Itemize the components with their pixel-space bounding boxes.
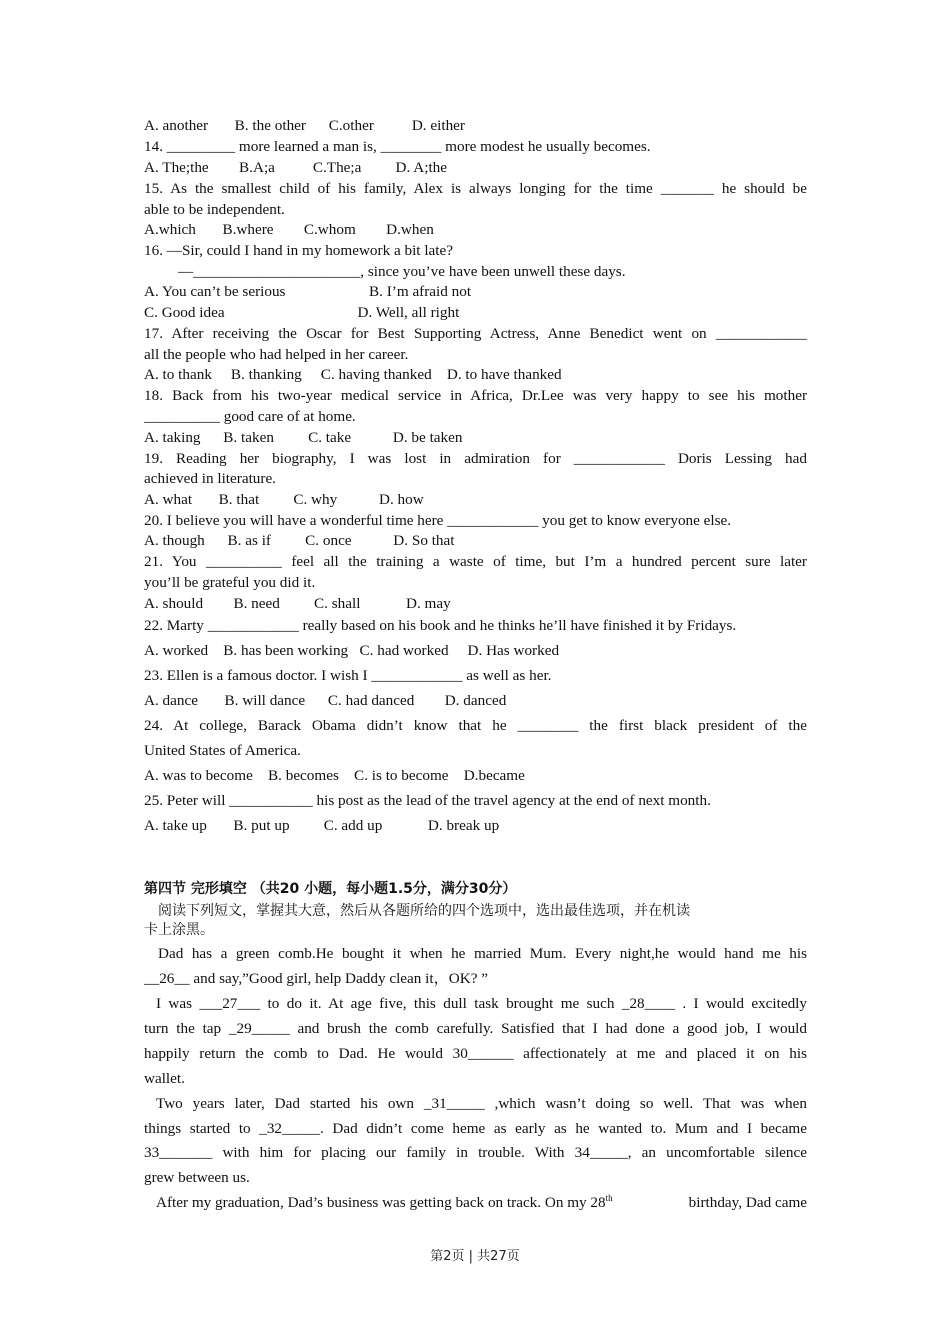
passage-p2-line1: I was ___27___ to do it. At age five, this dull task brought me such _28____ . I would excitedly: [156, 995, 807, 1012]
passage-p1-line2: __26__ and say,”Good girl, help Daddy clean it，OK? ”: [144, 970, 489, 987]
q25-stem: 25. Peter will ___________ his post as the lead of the travel agency at the end of next month.: [144, 792, 711, 809]
page-footer: 第2页 | 共27页: [430, 1249, 520, 1264]
passage-p4-line1: [156, 1193, 807, 1213]
q16-options-cd: C. Good idea D. Well, all right: [144, 304, 460, 321]
passage-p2-line4: wallet.: [144, 1070, 185, 1087]
q23-options: A. dance B. will dance C. had danced D. danced: [144, 692, 507, 709]
instruction-line2: 卡上涂黑。: [144, 922, 214, 938]
q20-options: A. though B. as if C. once D. So that: [144, 532, 455, 549]
q22-stem: 22. Marty ____________ really based on his book and he thinks he’ll have finished it by Fridays.: [144, 617, 737, 634]
q19-options: A. what B. that C. why D. how: [144, 491, 424, 508]
q21-stem-line1: 21. You __________ feel all the training a waste of time, but I’m a hundred percent sure later: [144, 553, 807, 570]
passage-p3-line2: things started to _32_____. Dad didn’t come heme as early as he wanted to. Mum and I became: [144, 1120, 807, 1137]
q18-stem-line2: __________ good care of at home.: [144, 408, 356, 425]
passage-p3-line3: 33_______ with him for placing our family in trouble. With 34_____, an uncomfortable silence: [144, 1144, 807, 1161]
q17-options: A. to thank B. thanking C. having thanked D. to have thanked: [144, 366, 562, 383]
q16-stem: 16. —Sir, could I hand in my homework a bit late?: [144, 242, 453, 259]
q15-stem-line2: able to be independent.: [144, 201, 285, 218]
q23-stem: 23. Ellen is a famous doctor. I wish I ____________ as well as her.: [144, 667, 552, 684]
instruction-line1: 阅读下列短文，掌握其大意，然后从各题所给的四个选项中，选出最佳选项，并在机读: [158, 903, 690, 919]
q21-options: A. should B. need C. shall D. may: [144, 595, 451, 612]
q15-stem-line1: 15. As the smallest child of his family, Alex is always longing for the time _______ he should be: [144, 180, 807, 197]
passage-p2-line2: turn the tap _29_____ and brush the comb carefully. Satisfied that I had done a good job, I would: [144, 1020, 807, 1037]
q17-stem-line2: all the people who had helped in her career.: [144, 346, 409, 363]
q20-stem: 20. I believe you will have a wonderful time here ____________ you get to know everyone else.: [144, 512, 732, 529]
q16-options-ab: A. You can’t be serious B. I’m afraid not: [144, 283, 472, 300]
q22-options: A. worked B. has been working C. had worked D. Has worked: [144, 642, 560, 659]
passage-p3-line1: Two years later, Dad started his own _31_____ ,which wasn’t doing so well. That was when: [156, 1095, 807, 1112]
passage-p4-text-b: birthday, Dad came: [688, 1194, 807, 1211]
q19-stem-line1: 19. Reading her biography, I was lost in admiration for ____________ Doris Lessing had: [144, 450, 807, 467]
section-heading: 第四节 完形填空 （共20 小题，每小题1.5分，满分30分）: [144, 881, 517, 897]
q17-stem-line1: 17. After receiving the Oscar for Best Supporting Actress, Anne Benedict went on ____________: [144, 325, 807, 342]
q24-stem-line2: United States of America.: [144, 742, 301, 759]
q25-options: A. take up B. put up C. add up D. break up: [144, 817, 500, 834]
q19-stem-line2: achieved in literature.: [144, 470, 276, 487]
q24-options: A. was to become B. becomes C. is to become D.became: [144, 767, 525, 784]
passage-p4-text-a: After my graduation, Dad’s business was getting back on track. On my 28th: [156, 1192, 613, 1211]
q14-stem: 14. _________ more learned a man is, ________ more modest he usually becomes.: [144, 138, 651, 155]
q16-reply: —______________________, since you’ve have been unwell these days.: [178, 263, 626, 280]
q18-stem-line1: 18. Back from his two-year medical service in Africa, Dr.Lee was very happy to see his mother: [144, 387, 807, 404]
q18-options: A. taking B. taken C. take D. be taken: [144, 429, 463, 446]
q13-options: A. another B. the other C.other D. either: [144, 117, 465, 134]
passage-p3-line4: grew between us.: [144, 1169, 250, 1186]
q14-options: A. The;the B.A;a C.The;a D. A;the: [144, 159, 448, 176]
q15-options: A.which B.where C.whom D.when: [144, 221, 434, 238]
q24-stem-line1: 24. At college, Barack Obama didn’t know that he ________ the first black president of the: [144, 717, 807, 734]
passage-p2-line3: happily return the comb to Dad. He would 30______ affectionately at me and placed it on his: [144, 1045, 807, 1062]
q21-stem-line2: you’ll be grateful you did it.: [144, 574, 316, 591]
ordinal-suffix: th: [605, 1192, 613, 1203]
passage-p1-line1: Dad has a green comb.He bought it when he married Mum. Every night,he would hand me his: [158, 945, 807, 962]
